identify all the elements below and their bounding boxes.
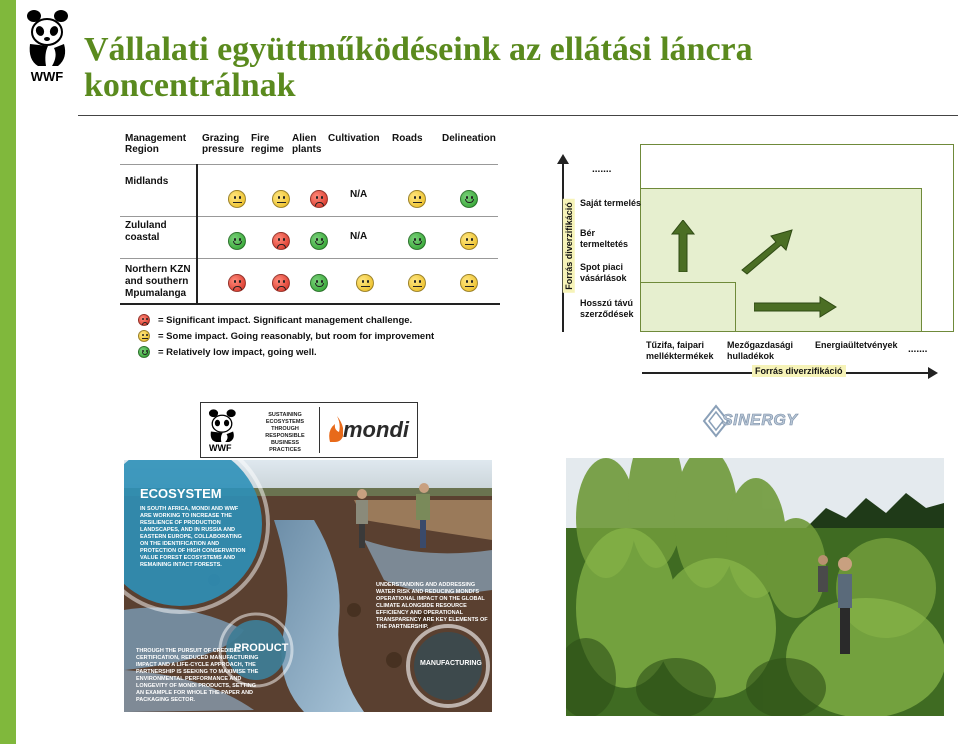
table-row-region: Northern KZN and southern Mpumalanga	[125, 264, 191, 299]
accent-bar	[0, 0, 16, 744]
impact-mid-face-icon	[228, 190, 246, 208]
ecosystem-heading: ECOSYSTEM	[140, 486, 222, 501]
inner-box	[640, 282, 736, 332]
table-vertical-rule	[196, 164, 198, 304]
y-item-1: Saját termelés	[580, 198, 642, 208]
x-item-2: Mezőgazdasági hulladékok	[727, 340, 794, 361]
ecosystem-text: IN SOUTH AFRICA, MONDI AND WWF ARE WORKING TO INCREASE THE RESILIENCE OF PRODUCTION LANDSCAPES, AND IN RUSSIA AND EASTERN EUROPE, COLLABORATING ON THE IDENTIFICATION AND PROTECTION OF HIGH CONSERVATION VALUE FOREST ECOSYSTEMS AND REMAINING INTACT FORESTS.	[140, 506, 246, 568]
top-dots: .......	[592, 164, 612, 175]
x-item-1: Tűzifa, faipari melléktermékek	[646, 340, 714, 361]
up-arrow-icon	[670, 220, 696, 272]
table-row-divider	[120, 258, 498, 259]
table-cell-na: N/A	[350, 189, 368, 200]
legend-text: = Relatively low impact, going well.	[158, 346, 317, 358]
diagonal-arrow-icon	[740, 228, 794, 276]
impact-good-face-icon	[408, 232, 426, 250]
table-row-region: Zululand coastal	[125, 220, 167, 243]
legend-mid-face-icon	[138, 330, 150, 342]
wwf-logo	[24, 8, 70, 84]
title-divider	[78, 115, 958, 116]
sinergy-logo	[702, 404, 806, 438]
right-arrow-icon	[754, 296, 838, 318]
impact-bad-face-icon	[310, 190, 328, 208]
impact-bad-face-icon	[228, 274, 246, 292]
impact-mid-face-icon	[408, 190, 426, 208]
table-header: Roads	[392, 133, 423, 144]
wwf-logo-text: WWF	[30, 69, 64, 84]
impact-table	[120, 128, 500, 368]
manufacturing-heading: MANUFACTURING	[420, 660, 482, 667]
right-dots: .......	[908, 344, 928, 355]
panda-icon	[24, 8, 70, 68]
table-row-divider	[120, 216, 498, 217]
mondi-panel-tagline: SUSTAINING ECOSYSTEMS THROUGH RESPONSIBLE BUSINESS PRACTICES	[265, 412, 305, 453]
y-item-2: Bér termeltetés	[580, 228, 629, 249]
impact-good-face-icon	[310, 232, 328, 250]
impact-good-face-icon	[460, 190, 478, 208]
impact-mid-face-icon	[460, 274, 478, 292]
legend-text: = Some impact. Going reasonably, but room for improvement	[158, 330, 435, 342]
impact-mid-face-icon	[408, 274, 426, 292]
table-cell-na: N/A	[350, 231, 368, 242]
table-header: Alien plants	[292, 133, 322, 155]
willow-field-photo	[566, 458, 944, 716]
table-header: Delineation	[442, 133, 496, 144]
table-bottom-rule	[120, 303, 500, 305]
x-item-3: Energiaültetvények	[815, 340, 898, 350]
table-header: Fire regime	[251, 133, 284, 155]
product-heading: PRODUCT	[234, 642, 289, 654]
title-line-1: Vállalati együttműködéseink az ellátási láncra	[84, 31, 753, 68]
table-row-divider	[120, 164, 498, 165]
table-header: Cultivation	[328, 133, 380, 144]
panda-small-icon	[207, 408, 237, 442]
impact-mid-face-icon	[272, 190, 290, 208]
impact-bad-face-icon	[272, 274, 290, 292]
legend-text: = Significant impact. Significant management challenge.	[158, 314, 413, 326]
mondi-flame-icon	[327, 416, 343, 442]
vertical-axis-label: Forrás diverzifikáció	[563, 199, 575, 293]
impact-mid-face-icon	[356, 274, 374, 292]
legend-item	[138, 330, 434, 342]
diversification-diagram	[550, 140, 960, 380]
slide-title	[84, 32, 944, 104]
wwf-mondi-logo-panel	[200, 402, 418, 458]
impact-mid-face-icon	[460, 232, 478, 250]
table-header: Grazing pressure	[202, 133, 245, 155]
vertical-arrow-icon	[557, 154, 569, 164]
mondi-panel-wwf: WWF	[209, 443, 232, 453]
y-item-3: Spot piaci vásárlások	[580, 262, 627, 283]
table-row-region: Midlands	[125, 176, 169, 187]
title-line-2: koncentrálnak	[84, 67, 296, 104]
manufacturing-text: UNDERSTANDING AND ADDRESSING WATER RISK AND REDUCING MONDI'S OPERATIONAL IMPACT ON THE GLOBAL CLIMATE ALONGSIDE RESOURCE EFFICIENCY AND OPERATIONAL TRANSPARENCY ARE KEY ELEMENTS OF THE PARTNERSHIP.	[376, 582, 488, 630]
legend-item	[138, 346, 317, 358]
table-header: Management Region	[125, 133, 187, 155]
y-item-4: Hosszú távú szerződések	[580, 298, 634, 319]
impact-good-face-icon	[228, 232, 246, 250]
mondi-brand: mondi	[343, 417, 409, 442]
mondi-panel-divider	[319, 407, 320, 453]
impact-bad-face-icon	[272, 232, 290, 250]
impact-good-face-icon	[310, 274, 328, 292]
sinergy-wordmark: SINERGY	[722, 412, 798, 429]
horizontal-axis-label: Forrás diverzifikáció	[752, 365, 846, 377]
legend-item	[138, 314, 412, 326]
energy-plantation-photo	[566, 458, 944, 716]
legend-bad-face-icon	[138, 314, 150, 326]
horizontal-arrow-icon	[928, 367, 938, 379]
ecosystem-infographic-photo	[124, 460, 492, 712]
product-text: THROUGH THE PURSUIT OF CREDIBLE CERTIFICATION, REDUCED MANUFACTURING IMPACT AND A LIFE-CYCLE APPROACH, THE PARTNERSHIP IS SEEKING TO MAXIMISE THE ENVIRONMENTAL PERFORMANCE AND LONGEVITY OF MONDI PRODUCTS, SETTING AN EXAMPLE FOR WHOLE THE PAPER AND PACKAGING SECTOR.	[136, 648, 259, 703]
legend-good-face-icon	[138, 346, 150, 358]
